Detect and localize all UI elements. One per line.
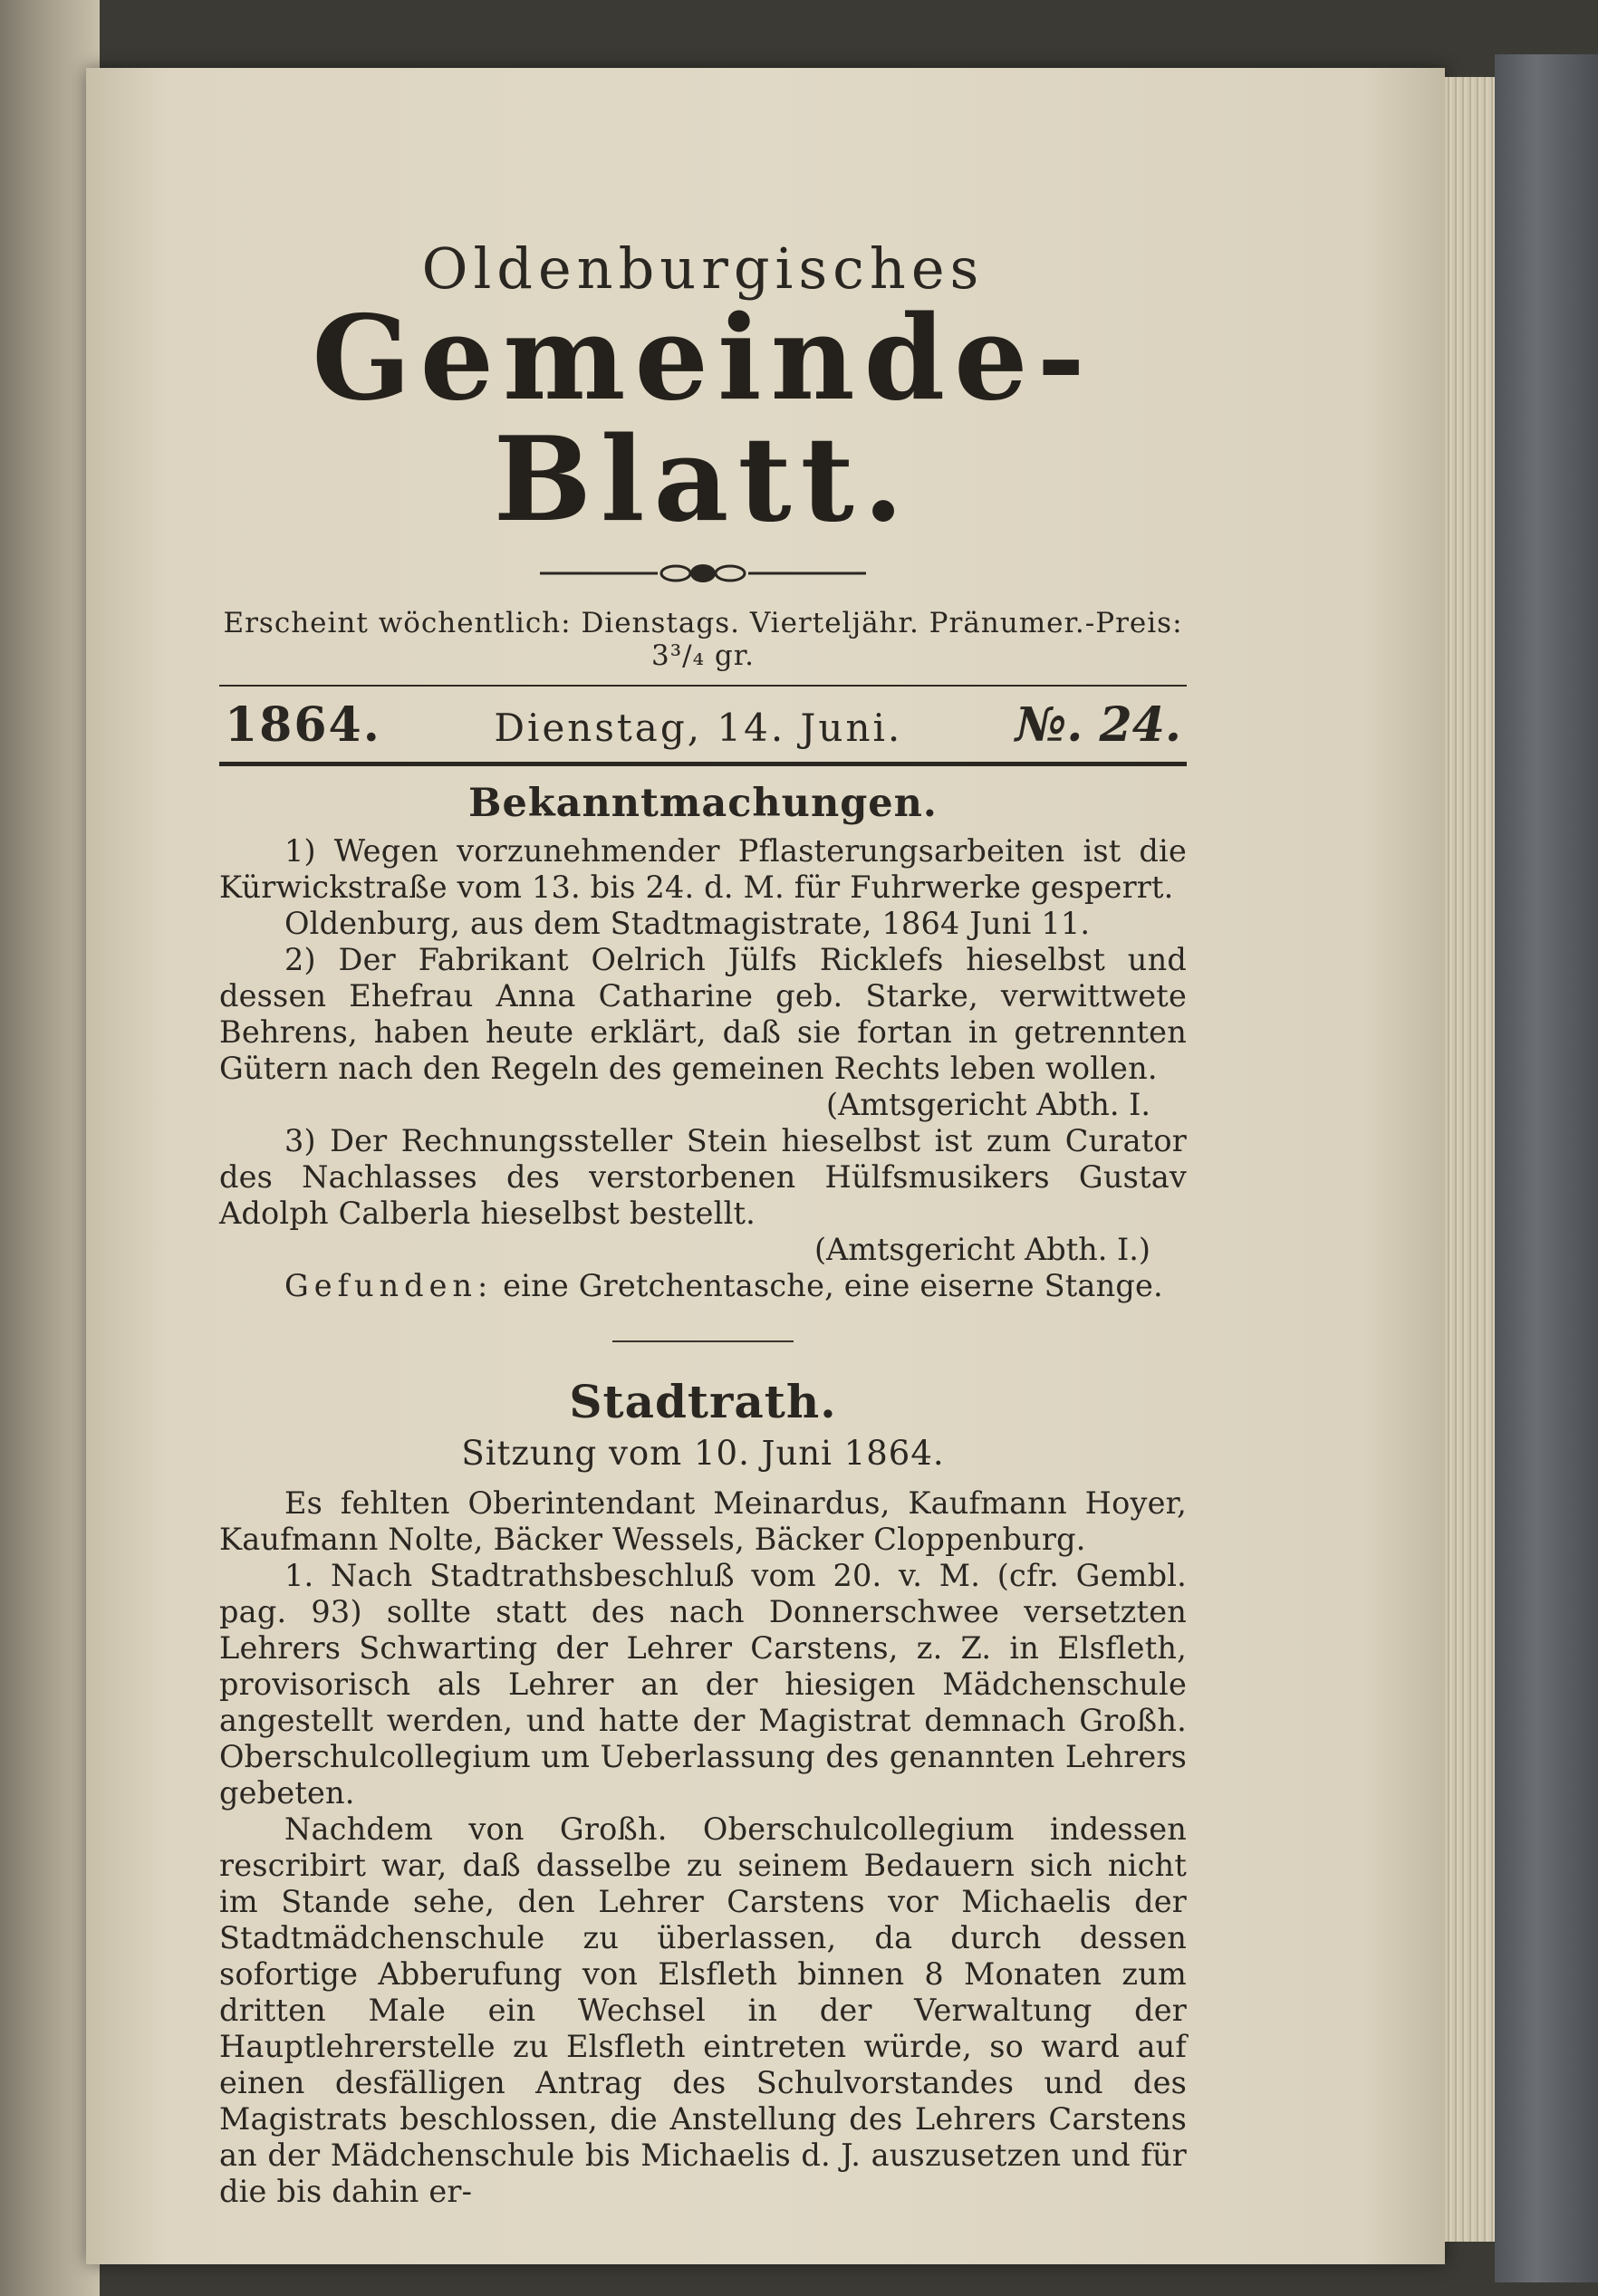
issue-date: Dienstag, 14. Juni.	[494, 705, 903, 750]
notice-3: 3) Der Rechnungssteller Stein hieselbst ist zum Curator des Nachlasses des verstorbenen Hülfsmusikers Gustav Adolph Calberla hieselbst bestellt.	[219, 1122, 1187, 1231]
issue-year: 1864.	[225, 696, 381, 753]
found-items	[219, 1268, 1187, 1304]
section-title: Bekanntmachungen.	[468, 780, 938, 826]
dateline	[219, 697, 1187, 753]
notice-2-signature: (Amtsgericht Abth. I.	[826, 1086, 1150, 1122]
page-content	[219, 235, 1187, 2210]
section-divider	[612, 1340, 794, 1342]
book-cover-right	[1495, 54, 1598, 2282]
found-text: eine Gretchentasche, eine eiserne Stange.	[493, 1267, 1163, 1303]
section-bekanntmachungen	[219, 781, 1187, 1304]
session-date: Sitzung vom 10. Juni 1864.	[461, 1433, 945, 1473]
ornament-divider	[540, 560, 866, 587]
paragraph: 1. Nach Stadtrathsbeschluß vom 20. v. M. (cfr. Gembl. pag. 93) sollte statt des nach Donnerschwee versetzten Lehrers Schwarting der Lehrer Carstens, z. Z. in Elsfleth, provisorisch als Lehrer an der hiesigen Mädchenschule angestellt werden, und hatte der Magistrat demnach Großh. Oberschulcollegium um Ueberlassung des genannten Lehrers gebeten.	[219, 1557, 1187, 1811]
notice-1-signature: Oldenburg, aus dem Stadtmagistrate, 1864 Juni 11.	[284, 905, 1091, 941]
notice-3-signature: (Amtsgericht Abth. I.)	[813, 1231, 1150, 1267]
rule-bottom	[219, 762, 1187, 766]
section-title: Stadtrath.	[569, 1374, 837, 1428]
notice-2: 2) Der Fabrikant Oelrich Jülfs Ricklefs hieselbst und dessen Ehefrau Anna Catharine geb. Starke, verwittwete Behrens, haben heute erklärt, daß sie fortan in getrennten Gütern nach den Regeln des gemeinen Rechts leben wollen.	[219, 941, 1187, 1086]
masthead	[219, 235, 1187, 672]
masthead-subline: Erscheint wöchentlich: Dienstags. Vierteljähr. Pränumer.-Preis: 3³/₄ gr.	[223, 606, 1183, 672]
rule-top	[219, 685, 1187, 687]
found-label: Gefunden:	[284, 1267, 494, 1303]
page-edges	[1445, 77, 1495, 2242]
paragraph: Es fehlten Oberintendant Meinardus, Kaufmann Hoyer, Kaufmann Nolte, Bäcker Wessels, Bäcker Cloppenburg.	[219, 1484, 1187, 1557]
masthead-kicker: Oldenburgisches	[421, 235, 985, 302]
notice-1: 1) Wegen vorzunehmender Pflasterungsarbeiten ist die Kürwickstraße vom 13. bis 24. d. M. für Fuhrwerke gesperrt.	[219, 832, 1187, 905]
paragraph: Nachdem von Großh. Oberschulcollegium indessen rescribirt war, daß dasselbe zu seinem Bedauern sich nicht im Stande sehe, den Lehrer Carstens vor Michaelis der Stadtmädchenschule zu überlassen, da durch dessen sofortige Abberufung von Elsfleth binnen 8 Monaten zum dritten Male ein Wechsel in der Verwaltung der Hauptlehrerstelle zu Elsfleth eintreten würde, so ward auf einen desfälligen Antrag des Schulvorstandes und des Magistrats beschlossen, die Anstellung des Lehrers Carstens an der Mädchenschule bis Michaelis d. J. auszusetzen und für die bis dahin er-	[219, 1811, 1187, 2209]
section-stadtrath	[219, 1375, 1187, 2210]
masthead-title: Gemeinde-Blatt.	[312, 291, 1094, 549]
issue-number: №. 24.	[1015, 696, 1181, 753]
book-cover-left	[0, 0, 100, 2296]
